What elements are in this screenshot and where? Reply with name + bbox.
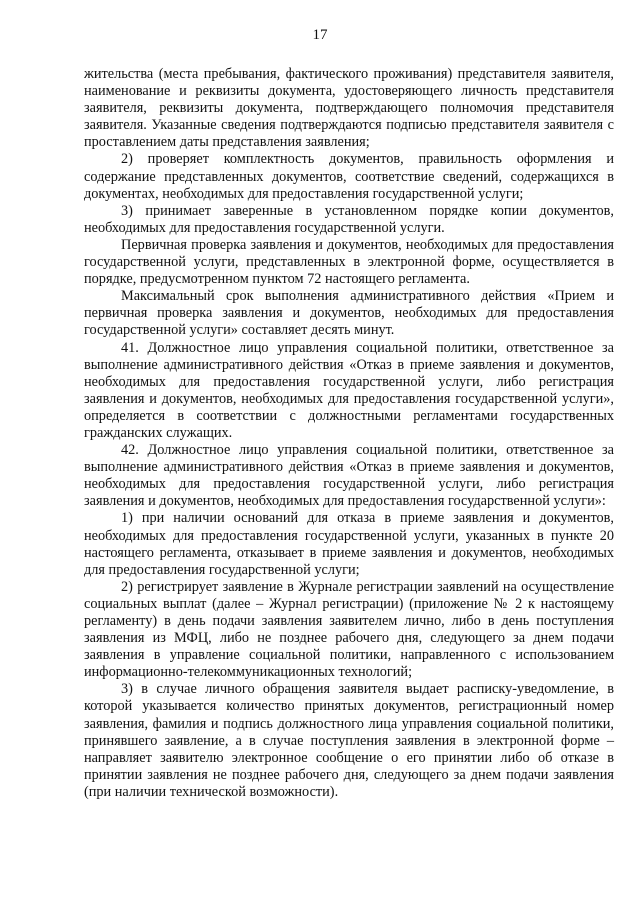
page-number: 17 (312, 27, 328, 43)
paragraph-continuation: жительства (места пребывания, фактического проживания) представителя заявителя, наименование и реквизиты документа, удостоверяющего личность представителя заявителя, реквизиты документа, подтверждающего полномочия представителя заявителя. Указанные сведения подтверждаются подписью представителя заявителя с проставлением даты представления заявления; (84, 66, 614, 151)
paragraph-item-2-check: 2) проверяет комплектность документов, правильность оформления и содержание представленных документов, соответствие сведений, содержащихся в документах, необходимых для предоставления государственной услуги; (84, 151, 614, 202)
paragraph-electronic-check: Первичная проверка заявления и документов, необходимых для предоставления государственной услуги, представленных в электронной форме, осуществляется в порядке, предусмотренном пунктом 72 настоящего регламента. (84, 236, 614, 288)
paragraph-42: 42. Должностное лицо управления социальной политики, ответственное за выполнение административного действия «Отказ в приеме заявления и документов, необходимых для предоставления государственной услуги, либо регистрация заявления и документов, необходимых для предоставления государственной услуги»: (84, 442, 614, 510)
paragraph-item-3-copies: 3) принимает заверенные в установленном порядке копии документов, необходимых для предоставления государственной услуги. (84, 202, 614, 236)
paragraph-42-item-2: 2) регистрирует заявление в Журнале регистрации заявлений на осуществление социальных выплат (далее – Журнал регистрации) (приложение № 2 к настоящему регламенту) в день подачи заявления заявителем лично, либо в день поступления заявления из МФЦ, либо не позднее рабочего дня, следующего за днем подачи заявления в управление социальной политики, направленного с использованием информационно-телекоммуникационных технологий; (84, 578, 614, 681)
paragraph-max-time: Максимальный срок выполнения административного действия «Прием и первичная проверка заявления и документов, необходимых для предоставления государственной услуги» составляет десять минут. (84, 288, 614, 339)
paragraph-42-item-1: 1) при наличии оснований для отказа в приеме заявления и документов, необходимых для предоставления государственной услуги, указанных в пункте 20 настоящего регламента, отказывает в приеме заявления и документов, необходимых для предоставления государственной услуги; (84, 510, 614, 578)
document-body (84, 66, 614, 801)
paragraph-41: 41. Должностное лицо управления социальной политики, ответственное за выполнение административного действия «Отказ в приеме заявления и документов, необходимых для предоставления государственной услуги, либо регистрация заявления и документов, необходимых для предоставления государственной услуги», определяется в соответствии с должностными регламентами государственных гражданских служащих. (84, 339, 614, 441)
paragraph-42-item-3: 3) в случае личного обращения заявителя выдает расписку-уведомление, в которой указывается количество принятых документов, регистрационный номер заявления, фамилия и подпись должностного лица управления социальной политики, принявшего заявление, а в случае поступления заявления в электронной форме – направляет заявителю электронное сообщение о его принятии либо об отказе в принятии заявления не позднее рабочего дня, следующего за днем подачи заявления (при наличии технической возможности). (84, 681, 614, 800)
